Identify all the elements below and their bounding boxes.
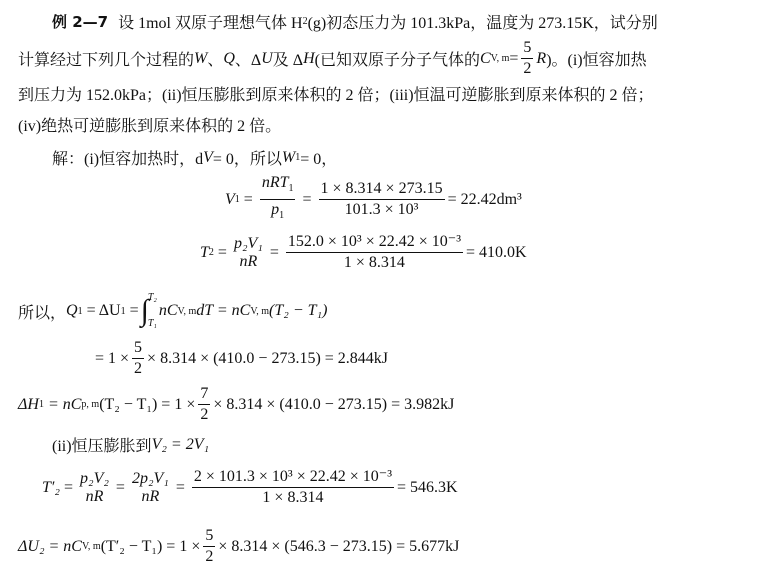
denominator: 1 × 8.314: [343, 254, 405, 271]
numerator: 5: [203, 526, 215, 547]
integral-icon: ∫ T₂ T₁: [141, 285, 157, 337]
problem-line-1: [52, 10, 658, 33]
text: 解：(i)恒容加热时，d: [52, 151, 204, 168]
text: (T₂ − T₁) = 1 ×: [99, 395, 196, 413]
solution-part-ii: [52, 433, 209, 456]
fraction: [286, 232, 463, 273]
result: = 22.42dm³: [447, 190, 522, 208]
var: nC: [231, 302, 251, 319]
subscript: V, m: [81, 541, 101, 552]
text: 、: [207, 52, 224, 69]
text: = 0，所以: [212, 151, 282, 168]
text: = 1 ×: [95, 349, 130, 367]
problem-line-2: [18, 38, 647, 79]
fraction: [192, 467, 394, 508]
text: (ii)恒压膨胀到: [52, 438, 152, 455]
numerator: 2p₂V₁: [131, 469, 169, 487]
subscript: V, m: [490, 53, 510, 64]
subscript: 1: [77, 305, 83, 317]
equation-q1-value: [95, 338, 388, 379]
var: ΔH: [18, 395, 39, 413]
var: W: [194, 49, 208, 67]
var: V: [203, 148, 213, 166]
subscript: 2: [302, 16, 308, 27]
equation-t2-prime: T′₂ = p₂V₂ nR = 2p₂V₁ nR = $\frac{\text{2 × 101.3 × 10³ × 22.42 × 10⁻³}}{1 \times 8.314}$ = 546.3K: [42, 468, 458, 506]
subscript: p, m: [81, 399, 100, 410]
subscript: 1: [295, 152, 301, 163]
denominator: 2: [134, 360, 143, 377]
subscript: V, m: [177, 305, 197, 317]
equation-q1: [18, 285, 327, 337]
text: = ΔU: [86, 302, 121, 319]
numerator: p₂V₂: [80, 469, 109, 487]
text: (已知双原子分子气体的: [314, 52, 480, 69]
var: U: [261, 49, 273, 67]
subscript: 1: [234, 194, 240, 205]
subscript: 2: [208, 247, 214, 258]
fraction: [319, 179, 445, 220]
denominator: 2: [200, 406, 209, 423]
denominator: 1 × 8.314: [262, 489, 324, 506]
lower-limit: T₁: [147, 318, 157, 329]
text: ΔU₂ = nC: [18, 537, 82, 555]
subscript: 1: [279, 210, 285, 221]
text: 计算经过下列几个过程的: [18, 52, 195, 69]
var: T′₂: [42, 478, 60, 496]
denominator: nR: [141, 487, 160, 505]
upper-limit: T₂: [147, 292, 157, 303]
var: Q: [66, 302, 78, 319]
text: =: [129, 302, 139, 319]
text: × 8.314 × (546.3 − 273.15) = 5.677kJ: [218, 537, 460, 555]
numerator: 2 × 101.3 × 10³ × 22.42 × 10⁻³: [192, 467, 394, 488]
numerator: 1 × 8.314 × 273.15: [319, 179, 445, 200]
text: (iv)绝热可逆膨胀到原来体积的 2 倍。: [18, 118, 282, 135]
subscript: V, m: [250, 305, 270, 317]
fraction: [234, 235, 263, 271]
numerator: 7: [198, 384, 210, 405]
text: (T′₂ − T₁) = 1 ×: [100, 537, 201, 555]
fraction: [132, 338, 144, 379]
subscript: 1: [38, 399, 44, 410]
text: (g)初态压力为 101.3kPa，温度为 273.15K，试分别: [307, 15, 658, 32]
var: W: [281, 148, 296, 166]
equation-h1: [18, 384, 454, 425]
text: =: [509, 49, 519, 67]
denominator: nR: [239, 252, 258, 270]
expression: V₂ = 2V₁: [151, 435, 210, 453]
var: nC: [158, 302, 178, 319]
denominator: p: [271, 201, 280, 218]
text: × 8.314 × (410.0 − 273.15) = 2.844kJ: [147, 349, 389, 367]
equation-v1: V 1 = nRT$_1$ $p_1$ = $\frac{1 \times 8.314 \times 273.15}{\text{101.3 × 10³}}$ = 22.42dm³: [225, 173, 522, 226]
text: 、Δ: [234, 52, 262, 69]
fraction: [198, 384, 210, 425]
fraction: [260, 173, 296, 226]
text: 设 1mol 双原子理想气体 H: [118, 15, 303, 32]
text: × 8.314 × (410.0 − 273.15) = 3.982kJ: [213, 395, 455, 413]
fraction: [80, 470, 109, 506]
denominator: 101.3 × 10³: [344, 201, 419, 218]
text: )。(i)恒容加热: [546, 52, 647, 69]
text: dT =: [196, 302, 228, 319]
numerator: 5: [521, 38, 533, 59]
subscript: 1: [120, 305, 126, 317]
equation-t2: T 2 = p₂V₁ nR = $\frac{\text{152.0 × 10³ × 22.42 × 10⁻³}}{1 \times 8.314}$ = 410.0K: [200, 233, 527, 271]
denominator: 2: [523, 60, 532, 77]
denominator: nR: [85, 487, 104, 505]
numerator: nRT: [261, 174, 289, 191]
example-label: 例 2—7: [52, 13, 109, 31]
text: 到压力为 152.0kPa；(ii)恒压膨胀到原来体积的 2 倍；(iii)恒温可逆膨胀到原来体积的 2 倍；: [18, 87, 654, 104]
text: 及 Δ: [272, 52, 304, 69]
text: = 0，: [300, 151, 338, 168]
var: C: [479, 49, 491, 67]
text: = nC: [47, 395, 82, 413]
var: V: [225, 190, 235, 208]
result: = 546.3K: [397, 478, 458, 496]
numerator: p₂V₁: [233, 234, 263, 252]
numerator: 152.0 × 10³ × 22.42 × 10⁻³: [286, 232, 463, 253]
var: Q: [223, 49, 235, 67]
var: H: [303, 49, 315, 67]
problem-line-3: [18, 82, 654, 105]
fraction: [521, 38, 533, 79]
text: (T₂ − T₁): [269, 302, 328, 319]
subscript: 1: [288, 183, 294, 194]
fraction: [132, 470, 169, 506]
var: T: [200, 243, 209, 261]
problem-line-4: [18, 113, 281, 136]
text: 所以，: [18, 304, 67, 322]
var: R: [536, 49, 547, 67]
result: = 410.0K: [465, 243, 527, 261]
denominator: 2: [205, 548, 214, 565]
numerator: 5: [132, 338, 144, 359]
solution-line-1: [52, 146, 337, 169]
